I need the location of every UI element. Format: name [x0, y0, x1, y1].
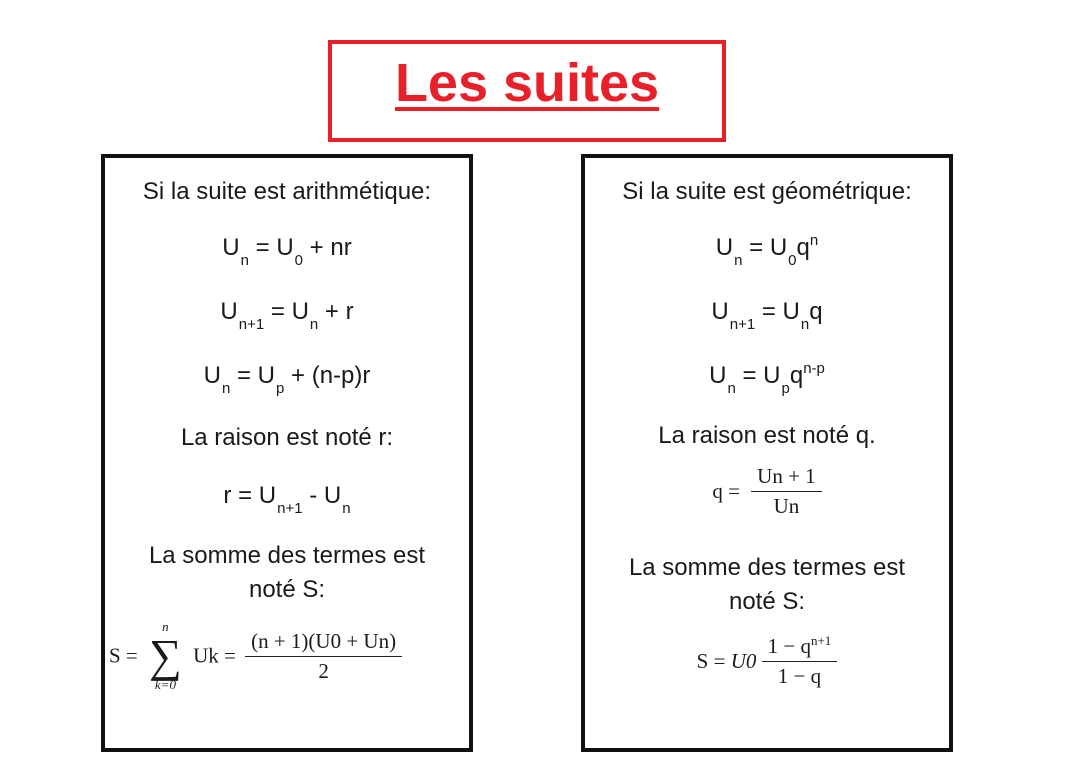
geometric-formula-recurrence: $U_{n+1} = U_nq$: [711, 298, 823, 333]
arithmetic-somme-line2: noté S:: [248, 576, 326, 603]
geometric-somme-line1: La somme des termes est: [628, 554, 906, 581]
arithmetic-sum-formula: S = n ∑ k=0 Uk = $\frac{(n + 1)(U0 + Un)}{2}$: [109, 620, 402, 692]
title-box: [328, 40, 726, 142]
geometric-somme-line2: noté S:: [728, 588, 806, 615]
geometric-raison-label: La raison est noté q.: [658, 422, 876, 449]
arithmetic-heading: Si la suite est arithmétique:: [142, 178, 432, 205]
arithmetic-raison-formula: $r = U_{n+1} - U_n$: [223, 482, 351, 517]
geometric-panel: [581, 154, 953, 752]
arithmetic-formula-recurrence: $U_{n+1} = U_n + r$: [220, 298, 354, 333]
arithmetic-formula-general: $U_n = U_0$ + nr: [222, 234, 352, 269]
geometric-heading: Si la suite est géométrique:: [622, 178, 912, 205]
arithmetic-raison-label: La raison est noté r:: [180, 424, 394, 451]
arithmetic-panel: [101, 154, 473, 752]
arithmetic-formula-from-p: $U_n = U_p + (n-p)r$: [203, 362, 371, 397]
arithmetic-somme-line1: La somme des termes est: [148, 542, 426, 569]
geometric-raison-formula: q = $\frac{Un + 1}{Un}$: [585, 464, 949, 519]
geometric-formula-from-p: $U_n = U_pq^{n-p}$: [709, 360, 825, 397]
geometric-formula-general: $U_n = U_0q^n$: [715, 232, 819, 269]
page-title: Les suites: [394, 53, 660, 113]
geometric-sum-formula: S = U0 $\frac{1 - q^{n+1}}{1 - q}$: [585, 634, 949, 689]
